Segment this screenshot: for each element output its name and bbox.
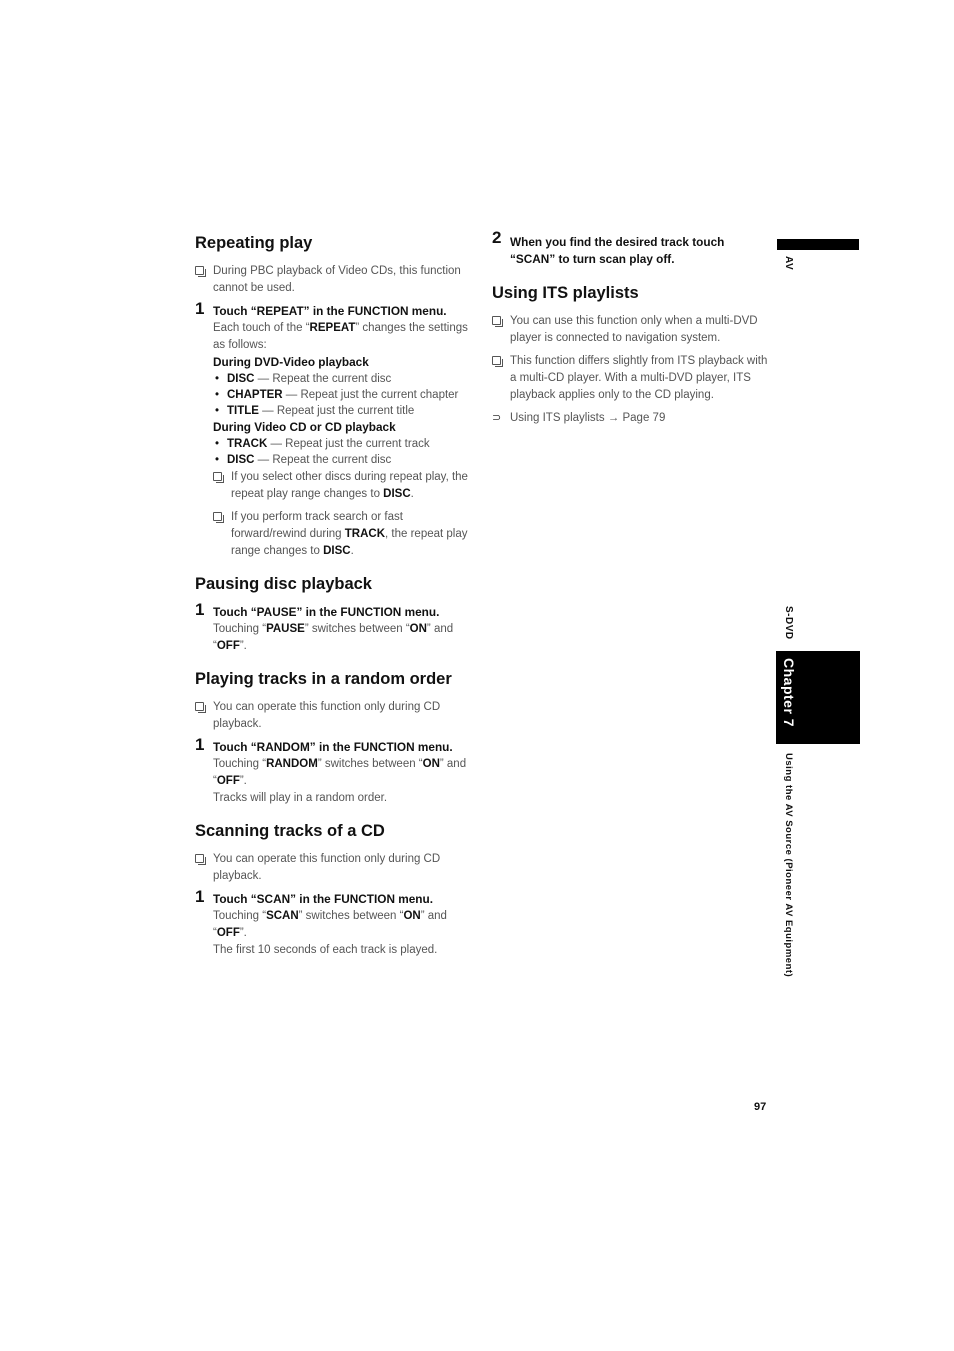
step-number: 2: [492, 228, 502, 247]
step-body: Touching “SCAN” switches between “ON” and “OFF”.: [213, 910, 447, 939]
checkbox-bullet-icon: [195, 266, 204, 275]
checkbox-bullet-icon: [195, 854, 204, 863]
note-item: This function differs slightly from ITS playback with a multi-CD player. With a multi-DVD player, ITS playback applies only to the CD playing.: [492, 353, 772, 404]
heading-repeating-play: Repeating play: [195, 234, 313, 252]
heading-random: Playing tracks in a random order: [195, 670, 452, 688]
reference-arrow-icon: ⊃: [492, 412, 502, 424]
list-item: • CHAPTER — Repeat just the current chapter: [213, 387, 477, 403]
subheading-dvd: During DVD-Video playback: [213, 355, 369, 369]
step-number: 1: [195, 299, 205, 318]
step-number: 1: [195, 600, 205, 619]
step-body: Touching “PAUSE” switches between “ON” and “OFF”.: [213, 623, 454, 652]
step-number: 1: [195, 887, 205, 906]
sidebar-label-sdvd: S-DVD: [783, 606, 794, 640]
sidebar-top-bar: [777, 239, 859, 250]
heading-scanning: Scanning tracks of a CD: [195, 822, 385, 840]
note-item: You can use this function only when a multi-DVD player is connected to navigation system.: [492, 313, 772, 347]
subheading-vcd: During Video CD or CD playback: [213, 420, 396, 434]
note-item: If you select other discs during repeat play, the repeat play range changes to DISC.: [213, 469, 477, 503]
checkbox-bullet-icon: [213, 512, 222, 521]
cross-reference[interactable]: ⊃ Using ITS playlists → Page 79: [492, 410, 772, 427]
step-body: Touching “RANDOM” switches between “ON” and “OFF”.: [213, 758, 467, 787]
step-body: Each touch of the “REPEAT” changes the settings as follows:: [213, 322, 468, 351]
step-2-scan: [492, 228, 772, 268]
step-instruction: Touch “SCAN” in the FUNCTION menu.: [213, 892, 434, 906]
checkbox-bullet-icon: [213, 472, 222, 481]
section-its-playlists: [492, 282, 772, 427]
step-1-pause: [195, 600, 477, 655]
checkbox-bullet-icon: [492, 316, 501, 325]
sidebar-label-section: Using the AV Source (Pioneer AV Equipment): [783, 753, 794, 978]
step-instruction: Touch “REPEAT” in the FUNCTION menu.: [213, 304, 447, 318]
checkbox-bullet-icon: [195, 702, 204, 711]
step-1-scan: [195, 887, 477, 959]
step-instruction: When you find the desired track touch “SCAN” to turn scan play off.: [510, 235, 725, 266]
step-number: 1: [195, 735, 205, 754]
note-item: During PBC playback of Video CDs, this function cannot be used.: [195, 263, 477, 297]
section-repeating-play: [195, 232, 477, 560]
list-item: • TRACK — Repeat just the current track: [213, 436, 477, 452]
page-arrow-icon: →: [607, 412, 620, 424]
note-item: If you perform track search or fast forward/rewind during TRACK, the repeat play range changes to DISC.: [213, 509, 477, 560]
left-column: [195, 232, 477, 972]
section-pausing: [195, 573, 477, 655]
step-instruction: Touch “PAUSE” in the FUNCTION menu.: [213, 605, 440, 619]
step-1-repeat: [195, 299, 477, 560]
step-1-random: [195, 735, 477, 807]
list-item: • TITLE — Repeat just the current title: [213, 403, 477, 419]
note-item: You can operate this function only during CD playback.: [195, 851, 477, 885]
sidebar-label-av: AV: [783, 256, 794, 271]
list-item: • DISC — Repeat the current disc: [213, 371, 477, 387]
note-item: You can operate this function only during CD playback.: [195, 699, 477, 733]
section-scanning: [195, 820, 477, 959]
step-instruction: Touch “RANDOM” in the FUNCTION menu.: [213, 740, 453, 754]
right-column: [492, 228, 772, 440]
page-number: 97: [754, 1101, 767, 1113]
step-body: Tracks will play in a random order.: [213, 792, 388, 804]
heading-pausing: Pausing disc playback: [195, 575, 372, 593]
section-random: [195, 668, 477, 807]
step-body: The first 10 seconds of each track is played.: [213, 944, 438, 956]
checkbox-bullet-icon: [492, 356, 501, 365]
heading-its-playlists: Using ITS playlists: [492, 284, 639, 302]
list-item: • DISC — Repeat the current disc: [213, 452, 477, 468]
chapter-label: Chapter 7: [781, 658, 797, 728]
